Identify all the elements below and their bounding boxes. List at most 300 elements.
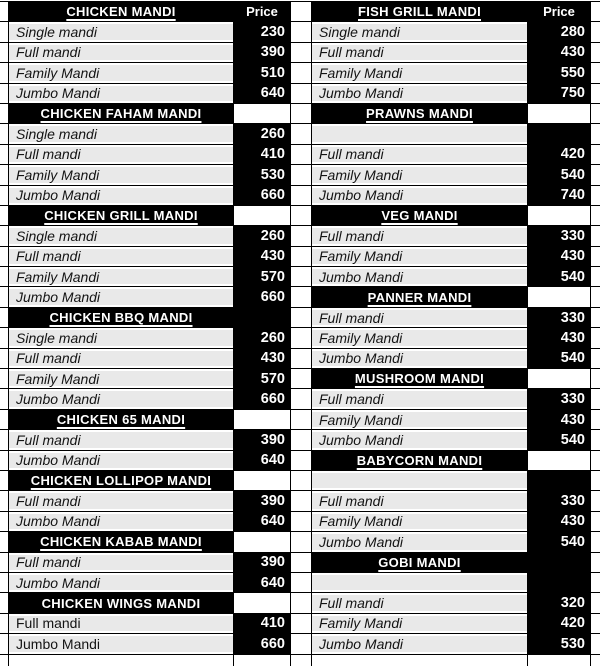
section-header-text: CHICKEN 65 MANDI — [56, 412, 186, 427]
section-header-text: CHICKEN LOLLIPOP MANDI — [30, 473, 212, 489]
left-edge-cell — [0, 205, 8, 225]
menu-item-name-text: Jumbo Mandi — [16, 635, 101, 652]
right-edge-cell — [591, 572, 600, 592]
column-gap-cell — [291, 531, 311, 551]
right-edge-cell — [591, 164, 600, 184]
section-header — [8, 592, 233, 612]
menu-item-name-text: Family Mandi — [319, 329, 403, 346]
menu-item-name-text: Jumbo Mandi — [319, 268, 404, 285]
section-header — [311, 205, 527, 225]
blank-cell — [8, 654, 233, 666]
column-gap-cell — [291, 633, 311, 653]
menu-item-name — [8, 164, 233, 184]
left-edge-cell — [0, 42, 8, 62]
blank-price-cell — [527, 654, 591, 666]
right-edge-cell — [591, 225, 600, 245]
right-edge-cell — [591, 62, 600, 82]
left-edge-cell — [0, 286, 8, 306]
header-price-cell — [527, 450, 591, 470]
section-header-text: CHICKEN GRILL MANDI — [44, 208, 198, 224]
left-edge-cell — [0, 572, 8, 592]
empty-price-cell — [527, 123, 591, 143]
header-price-cell — [233, 470, 291, 490]
menu-item-price-text: 540 — [560, 350, 585, 367]
menu-item-price-text: 420 — [560, 146, 585, 163]
menu-item-price — [527, 246, 591, 266]
left-edge-cell — [0, 450, 8, 470]
menu-item-name-text: Family Mandi — [16, 370, 100, 387]
menu-item-name — [311, 511, 527, 531]
column-gap-cell — [291, 83, 311, 103]
menu-item-name-text: Family Mandi — [16, 166, 100, 183]
menu-item-name — [311, 144, 527, 164]
menu-item-name-text: Family Mandi — [319, 166, 403, 183]
column-gap-cell — [291, 327, 311, 347]
column-gap-cell — [291, 388, 311, 408]
empty-item-cell — [311, 123, 527, 143]
menu-item-price-text: 230 — [260, 24, 285, 41]
right-edge-cell — [591, 368, 600, 388]
section-header-text: MUSHROOM MANDI — [354, 371, 485, 387]
right-edge-cell — [591, 470, 600, 490]
menu-item-price — [527, 185, 591, 205]
menu-item-price-text: 640 — [260, 85, 285, 102]
menu-item-name-text: Family Mandi — [319, 64, 403, 81]
menu-item-name-text: Full mandi — [16, 146, 81, 163]
right-edge-cell — [591, 103, 600, 123]
section-header-text: CHICKEN WINGS MANDI — [41, 595, 201, 611]
menu-item-name — [311, 531, 527, 551]
section-header — [311, 286, 527, 306]
right-edge-cell — [591, 185, 600, 205]
menu-item-name-text: Jumbo Mandi — [16, 513, 101, 530]
menu-item-name-text: Full mandi — [16, 44, 81, 61]
menu-item-price — [527, 511, 591, 531]
menu-item-price — [527, 164, 591, 184]
menu-item-price-text: 260 — [260, 126, 285, 143]
menu-item-price-text: 540 — [560, 533, 585, 550]
menu-item-price — [527, 429, 591, 449]
menu-item-price-text: 390 — [260, 493, 285, 510]
right-edge-cell — [591, 429, 600, 449]
menu-item-price — [527, 592, 591, 612]
menu-item-price-text: 430 — [560, 513, 585, 530]
column-gap-cell — [291, 429, 311, 449]
menu-item-price — [527, 83, 591, 103]
menu-item-name — [8, 552, 233, 572]
blank-cell — [311, 654, 527, 666]
menu-item-price-text: 510 — [260, 64, 285, 81]
menu-item-price — [233, 388, 291, 408]
menu-item-price-text: 530 — [560, 635, 585, 652]
right-edge-cell — [591, 286, 600, 306]
menu-item-name — [311, 429, 527, 449]
menu-item-price-text: 280 — [560, 24, 585, 41]
menu-item-price — [233, 490, 291, 510]
menu-item-price-text: 640 — [260, 452, 285, 469]
right-edge-cell — [591, 613, 600, 633]
menu-item-name — [311, 490, 527, 510]
menu-item-name-text: Full mandi — [319, 227, 384, 244]
right-edge-cell — [591, 205, 600, 225]
menu-item-price — [233, 348, 291, 368]
price-column-header-text: Price — [246, 4, 278, 20]
column-gap-cell — [291, 450, 311, 470]
menu-item-price — [233, 246, 291, 266]
header-price-cell — [233, 307, 291, 327]
menu-item-name — [8, 368, 233, 388]
column-gap-cell — [291, 103, 311, 123]
menu-item-price-text: 390 — [260, 554, 285, 571]
section-header — [8, 470, 233, 490]
right-edge-cell — [591, 327, 600, 347]
menu-item-name-text: Jumbo Mandi — [16, 574, 101, 591]
column-gap-cell — [291, 1, 311, 21]
right-edge-cell — [591, 144, 600, 164]
section-header-text: BABYCORN MANDI — [356, 452, 483, 468]
menu-item-name — [311, 613, 527, 633]
right-edge-cell — [591, 83, 600, 103]
right-edge-cell — [591, 388, 600, 408]
menu-item-price — [527, 225, 591, 245]
menu-item-name — [8, 144, 233, 164]
left-edge-cell — [0, 83, 8, 103]
menu-item-price-text: 660 — [260, 289, 285, 306]
menu-item-name-text: Jumbo Mandi — [16, 391, 101, 408]
menu-item-name — [8, 83, 233, 103]
menu-item-price-text: 410 — [260, 146, 285, 163]
section-header-text: VEG MANDI — [381, 208, 458, 224]
menu-item-price — [233, 185, 291, 205]
menu-item-name-text: Full mandi — [16, 615, 81, 632]
menu-item-name — [311, 633, 527, 653]
menu-item-name-text: Family Mandi — [319, 411, 403, 428]
menu-item-price — [233, 633, 291, 653]
column-gap-cell — [291, 205, 311, 225]
menu-item-price-text: 430 — [560, 329, 585, 346]
menu-item-name-text: Family Mandi — [319, 248, 403, 265]
right-edge-cell — [591, 266, 600, 286]
menu-item-price — [233, 511, 291, 531]
right-edge-cell — [591, 42, 600, 62]
menu-item-price-text: 330 — [560, 493, 585, 510]
menu-item-name — [8, 225, 233, 245]
header-price-cell — [233, 592, 291, 612]
menu-item-price — [233, 21, 291, 41]
menu-item-price — [233, 429, 291, 449]
menu-item-name-text: Family Mandi — [16, 268, 100, 285]
menu-item-name-text: Jumbo Mandi — [319, 187, 404, 204]
right-edge-cell — [591, 552, 600, 572]
menu-item-name-text: Full mandi — [319, 391, 384, 408]
menu-item-name-text: Full mandi — [16, 493, 81, 510]
left-edge-cell — [0, 164, 8, 184]
left-edge-cell — [0, 123, 8, 143]
section-header-text: CHICKEN BBQ MANDI — [49, 310, 193, 326]
right-edge-cell — [591, 450, 600, 470]
section-header — [311, 368, 527, 388]
section-header — [311, 552, 527, 572]
menu-item-price — [233, 613, 291, 633]
menu-item-price — [527, 613, 591, 633]
left-edge-cell — [0, 144, 8, 164]
header-price-cell — [527, 286, 591, 306]
column-gap-cell — [291, 654, 311, 666]
left-edge-cell — [0, 633, 8, 653]
menu-item-name-text: Single mandi — [16, 24, 97, 41]
menu-item-price-text: 390 — [260, 431, 285, 448]
menu-item-price-text: 430 — [260, 350, 285, 367]
price-column-header — [233, 1, 291, 21]
menu-item-name — [311, 83, 527, 103]
menu-item-price — [233, 368, 291, 388]
menu-item-price — [527, 348, 591, 368]
menu-item-name — [8, 490, 233, 510]
menu-item-name-text: Jumbo Mandi — [319, 635, 404, 652]
section-header — [8, 1, 233, 21]
menu-item-price — [527, 327, 591, 347]
column-gap-cell — [291, 21, 311, 41]
menu-item-price-text: 640 — [260, 574, 285, 591]
menu-item-name-text: Full mandi — [319, 44, 384, 61]
menu-item-price-text: 430 — [560, 44, 585, 61]
right-edge-cell — [591, 123, 600, 143]
menu-item-name — [8, 62, 233, 82]
menu-item-price-text: 320 — [560, 595, 585, 612]
menu-item-name — [8, 42, 233, 62]
empty-item-cell — [311, 572, 527, 592]
menu-item-name — [8, 572, 233, 592]
menu-item-name — [311, 409, 527, 429]
menu-item-name — [8, 633, 233, 653]
menu-item-price-text: 540 — [560, 431, 585, 448]
menu-item-price-text: 430 — [560, 248, 585, 265]
menu-item-name-text: Family Mandi — [319, 615, 403, 632]
header-price-cell — [527, 552, 591, 572]
column-gap-cell — [291, 511, 311, 531]
menu-item-price — [527, 266, 591, 286]
menu-item-name — [311, 592, 527, 612]
column-gap-cell — [291, 490, 311, 510]
left-edge-cell — [0, 613, 8, 633]
menu-item-price-text: 660 — [260, 187, 285, 204]
menu-item-name — [8, 327, 233, 347]
menu-item-price-text: 430 — [260, 248, 285, 265]
left-edge-cell — [0, 266, 8, 286]
menu-item-name-text: Full mandi — [16, 248, 81, 265]
column-gap-cell — [291, 164, 311, 184]
menu-item-price — [527, 21, 591, 41]
section-header-text: PANNER MANDI — [367, 289, 472, 305]
menu-item-price — [233, 62, 291, 82]
header-price-cell — [233, 205, 291, 225]
left-edge-cell — [0, 246, 8, 266]
left-edge-cell — [0, 470, 8, 490]
column-gap-cell — [291, 246, 311, 266]
column-gap-cell — [291, 286, 311, 306]
left-edge-cell — [0, 654, 8, 666]
left-edge-cell — [0, 225, 8, 245]
menu-item-name — [311, 164, 527, 184]
menu-item-price — [233, 123, 291, 143]
right-edge-cell — [591, 490, 600, 510]
menu-item-name-text: Jumbo Mandi — [319, 431, 404, 448]
left-edge-cell — [0, 185, 8, 205]
menu-item-name-text: Full mandi — [319, 595, 384, 612]
menu-item-price — [233, 225, 291, 245]
left-edge-cell — [0, 552, 8, 572]
empty-price-cell — [527, 572, 591, 592]
left-edge-cell — [0, 307, 8, 327]
menu-item-price-text: 260 — [260, 329, 285, 346]
menu-item-price — [233, 144, 291, 164]
column-gap-cell — [291, 552, 311, 572]
menu-item-price-text: 660 — [260, 391, 285, 408]
section-header-text: CHICKEN KABAB MANDI — [40, 534, 202, 550]
menu-item-name — [8, 286, 233, 306]
column-gap-cell — [291, 144, 311, 164]
empty-price-cell — [527, 470, 591, 490]
menu-item-name-text: Single mandi — [16, 227, 97, 244]
left-edge-cell — [0, 368, 8, 388]
section-header-text: FISH GRILL MANDI — [358, 4, 481, 20]
menu-item-name-text: Full mandi — [319, 493, 384, 510]
menu-item-price-text: 410 — [260, 615, 285, 632]
section-header — [311, 450, 527, 470]
section-header-text: CHICKEN FAHAM MANDI — [40, 106, 202, 122]
section-header — [311, 103, 527, 123]
empty-item-cell — [311, 470, 527, 490]
menu-item-name-text: Full mandi — [319, 309, 384, 326]
menu-item-name-text: Full mandi — [16, 350, 81, 367]
section-header-text: PRAWNS MANDI — [366, 106, 473, 122]
menu-item-name — [311, 388, 527, 408]
menu-item-price-text: 430 — [560, 411, 585, 428]
menu-item-price — [527, 144, 591, 164]
left-edge-cell — [0, 327, 8, 347]
column-gap-cell — [291, 307, 311, 327]
section-header-text: CHICKEN MANDI — [66, 4, 176, 20]
menu-item-name — [311, 348, 527, 368]
menu-item-price-text: 330 — [560, 309, 585, 326]
menu-item-price-text: 540 — [560, 166, 585, 183]
menu-item-name — [8, 123, 233, 143]
menu-item-price — [527, 633, 591, 653]
menu-item-price — [233, 552, 291, 572]
menu-item-name-text: Jumbo Mandi — [16, 85, 101, 102]
header-price-cell — [233, 531, 291, 551]
right-edge-cell — [591, 348, 600, 368]
left-edge-cell — [0, 531, 8, 551]
menu-item-price-text: 550 — [560, 64, 585, 81]
menu-item-price — [233, 572, 291, 592]
column-gap-cell — [291, 470, 311, 490]
left-edge-cell — [0, 490, 8, 510]
right-edge-cell — [591, 1, 600, 21]
menu-item-price — [527, 62, 591, 82]
column-gap-cell — [291, 368, 311, 388]
menu-item-name — [311, 42, 527, 62]
menu-item-name — [311, 307, 527, 327]
left-edge-cell — [0, 21, 8, 41]
menu-item-name-text: Full mandi — [16, 431, 81, 448]
column-gap-cell — [291, 185, 311, 205]
price-column-header — [527, 1, 591, 21]
right-edge-cell — [591, 246, 600, 266]
menu-item-price — [527, 42, 591, 62]
menu-item-price — [233, 42, 291, 62]
right-edge-cell — [591, 531, 600, 551]
right-edge-cell — [591, 633, 600, 653]
menu-item-price-text: 390 — [260, 44, 285, 61]
section-header — [8, 307, 233, 327]
header-price-cell — [527, 368, 591, 388]
right-edge-cell — [591, 409, 600, 429]
column-gap-cell — [291, 266, 311, 286]
column-gap-cell — [291, 592, 311, 612]
header-price-cell — [233, 103, 291, 123]
menu-item-price — [527, 409, 591, 429]
menu-item-price — [233, 83, 291, 103]
menu-item-price-text: 420 — [560, 615, 585, 632]
menu-item-price — [527, 307, 591, 327]
menu-item-price — [527, 490, 591, 510]
menu-item-price-text: 540 — [560, 268, 585, 285]
menu-item-price — [233, 327, 291, 347]
menu-item-name-text: Single mandi — [319, 24, 400, 41]
menu-item-name-text: Single mandi — [16, 329, 97, 346]
left-edge-cell — [0, 511, 8, 531]
section-header — [8, 205, 233, 225]
column-gap-cell — [291, 572, 311, 592]
menu-item-name — [311, 62, 527, 82]
left-edge-cell — [0, 103, 8, 123]
menu-item-name — [311, 246, 527, 266]
section-header — [8, 103, 233, 123]
right-edge-cell — [591, 307, 600, 327]
menu-item-price — [527, 388, 591, 408]
menu-item-price — [233, 450, 291, 470]
menu-item-price-text: 660 — [260, 635, 285, 652]
column-gap-cell — [291, 225, 311, 245]
menu-item-price-text: 740 — [560, 187, 585, 204]
right-edge-cell — [591, 592, 600, 612]
menu-item-name-text: Jumbo Mandi — [16, 452, 101, 469]
menu-item-price — [233, 266, 291, 286]
menu-item-name-text: Full mandi — [319, 146, 384, 163]
menu-item-name-text: Jumbo Mandi — [319, 533, 404, 550]
right-edge-cell — [591, 511, 600, 531]
menu-item-name-text: Family Mandi — [319, 513, 403, 530]
column-gap-cell — [291, 409, 311, 429]
menu-item-name-text: Jumbo Mandi — [319, 350, 404, 367]
header-price-cell — [233, 409, 291, 429]
price-column-header-text: Price — [543, 4, 575, 20]
menu-item-price — [527, 531, 591, 551]
column-gap-cell — [291, 42, 311, 62]
menu-item-name — [8, 388, 233, 408]
right-edge-cell — [591, 21, 600, 41]
column-gap-cell — [291, 123, 311, 143]
menu-item-name — [8, 246, 233, 266]
section-header-text: GOBI MANDI — [378, 554, 461, 570]
menu-item-price-text: 570 — [260, 268, 285, 285]
left-edge-cell — [0, 62, 8, 82]
left-edge-cell — [0, 388, 8, 408]
menu-item-name-text: Jumbo Mandi — [319, 85, 404, 102]
menu-item-price-text: 750 — [560, 85, 585, 102]
header-price-cell — [527, 103, 591, 123]
